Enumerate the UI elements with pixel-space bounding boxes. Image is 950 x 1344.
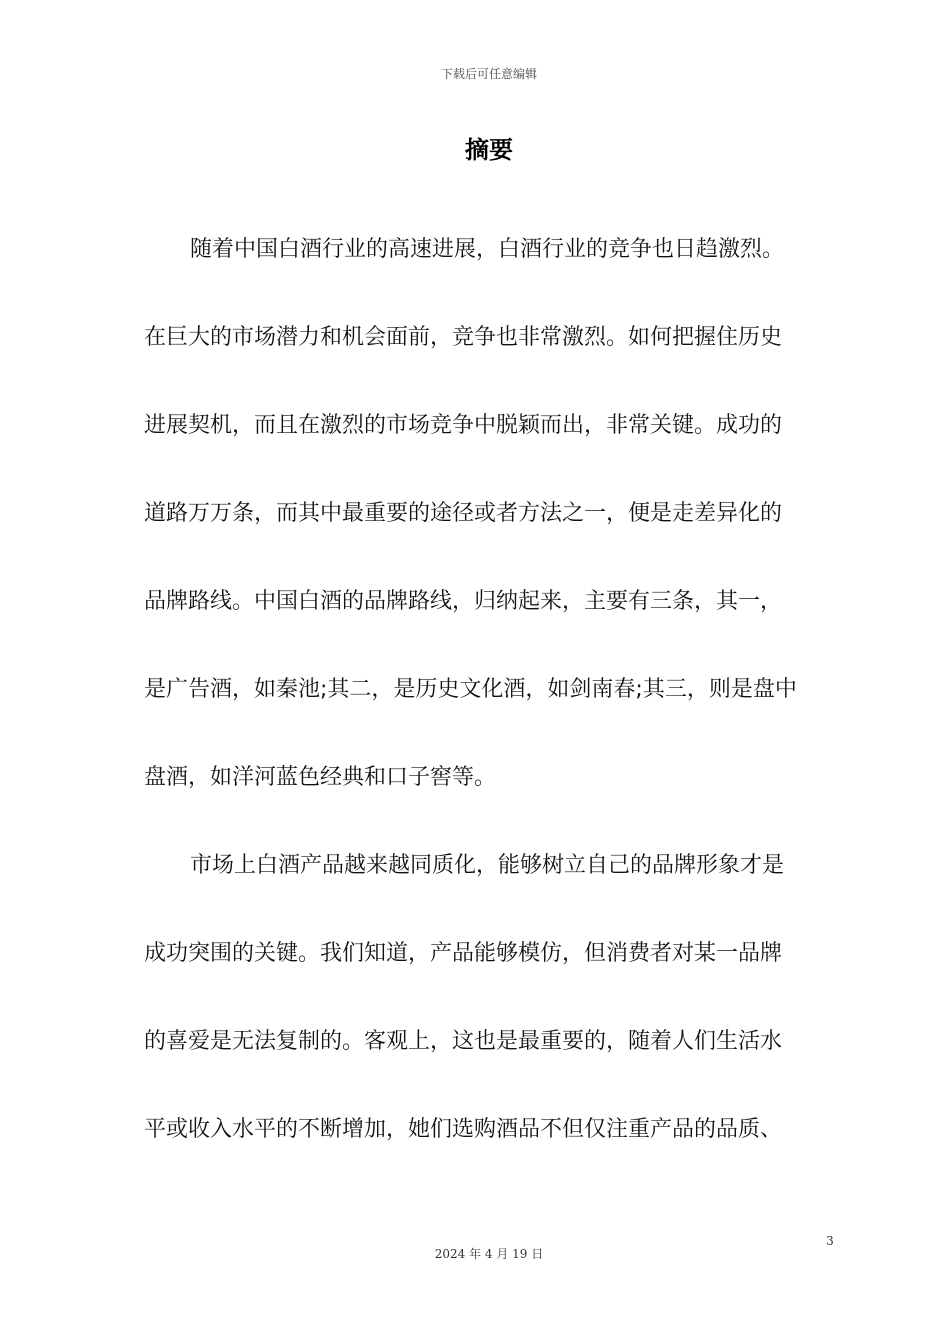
paragraph-1-line-4: 道路万万条，而其中最重要的途径或者方法之一，便是走差异化的	[144, 501, 783, 526]
paragraph-2-line-1: 市场上白酒产品越来越同质化，能够树立自己的品牌形象才是	[190, 853, 785, 878]
page-number: 3	[826, 1234, 834, 1248]
page-title: 摘要	[465, 136, 513, 164]
footer-date: 2024 年 4 月 19 日	[434, 1247, 544, 1261]
paragraph-1-line-2: 在巨大的市场潜力和机会面前，竞争也非常激烈。如何把握住历史	[144, 325, 783, 350]
paragraph-1-line-7: 盘酒，如洋河蓝色经典和口子窖等。	[144, 765, 497, 790]
paragraph-2-line-2: 成功突围的关键。我们知道，产品能够模仿，但消费者对某一品牌	[144, 941, 783, 966]
header-note: 下载后可任意编辑	[440, 67, 537, 81]
paragraph-2-line-4: 平或收入水平的不断增加，她们选购酒品不但仅注重产品的品质、	[144, 1117, 783, 1142]
paragraph-1-line-5: 品牌路线。中国白酒的品牌路线，归纳起来，主要有三条，其一，	[144, 589, 783, 614]
paragraph-1-line-3: 进展契机，而且在激烈的市场竞争中脱颖而出，非常关键。成功的	[144, 413, 783, 438]
paragraph-2-line-3: 的喜爱是无法复制的。客观上，这也是最重要的，随着人们生活水	[144, 1029, 783, 1054]
paragraph-1-line-1: 随着中国白酒行业的高速进展，白酒行业的竞争也日趋激烈。	[190, 237, 785, 262]
paragraph-1-line-6: 是广告酒，如秦池;其二，是历史文化酒，如剑南春;其三，则是盘中	[144, 677, 797, 702]
abstract-body	[144, 226, 828, 1194]
